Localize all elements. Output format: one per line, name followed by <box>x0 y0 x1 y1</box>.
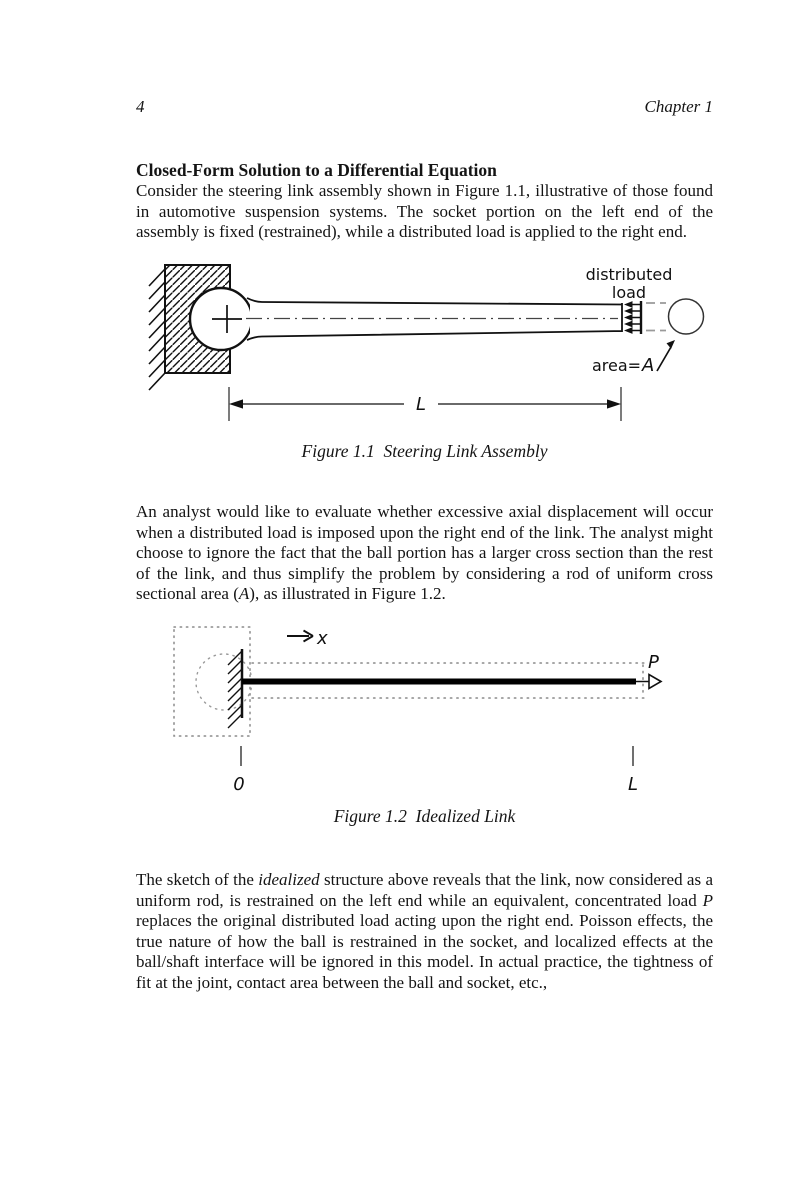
distributed-load-label-line2: load <box>611 283 647 302</box>
paragraph-intro: Consider the steering link assembly shown in Figure 1.1, illustrative of those found in automotive suspension systems. The socket portion on the left end of the assembly is fixed (restrained), while a distributed load is applied to the right end. <box>136 181 713 242</box>
section-heading: Closed-Form Solution to a Differential Equation <box>136 160 497 180</box>
fixed-wall <box>228 649 242 728</box>
area-label: area= <box>592 356 642 375</box>
length-label: L <box>627 774 639 795</box>
load-arrowhead <box>649 675 661 689</box>
area-value-label: A <box>642 355 655 376</box>
figure-1-1-caption: Figure 1.1 Steering Link Assembly <box>301 441 548 461</box>
ghost-dashes <box>646 303 666 331</box>
load-p-label: P <box>648 652 659 673</box>
area-leader-arrow <box>657 340 675 371</box>
figure-1-2-idealized-link-diagram <box>130 615 730 800</box>
origin-label: 0 <box>233 774 245 795</box>
figure-1-1-steering-link-diagram <box>130 250 730 430</box>
chapter-title: Chapter 1 <box>644 97 713 116</box>
figure-1-2-caption: Figure 1.2 Idealized Link <box>333 806 516 826</box>
distributed-load-arrows <box>624 301 641 334</box>
running-header <box>136 97 713 117</box>
ground-hatch-marks <box>149 269 165 390</box>
dimension-length-label: L <box>415 394 427 415</box>
x-axis-arrow <box>287 631 313 642</box>
page-number: 4 <box>136 97 145 116</box>
distributed-load-label-line1: distributed <box>585 265 673 284</box>
paragraph-idealization: The sketch of the idealized structure above reveals that the link, now considered as a uniform rod, is restrained on the left end while an equivalent, concentrated load P replaces the original distributed load acting upon the right end. Poisson effects, the true nature of how the ball is restrained in the socket, and localized effects at the ball/shaft interface will be ignored in this model. In actual practice, the tightness of fit at the joint, contact area between the ball and socket, etc., <box>136 870 713 992</box>
cross-section-circle <box>669 299 704 334</box>
x-axis-label: x <box>317 628 328 649</box>
coordinate-ticks <box>241 746 633 766</box>
paragraph-analysis: An analyst would like to evaluate whether excessive axial displacement will occur when a distributed load is imposed upon the right end of the link. The analyst might choose to ignore the fact that the ball portion has a larger cross section than the rest of the link, and thus simplify the problem by considering a rod of uniform cross sectional area (A), as illustrated in Figure 1.2. <box>136 502 713 604</box>
